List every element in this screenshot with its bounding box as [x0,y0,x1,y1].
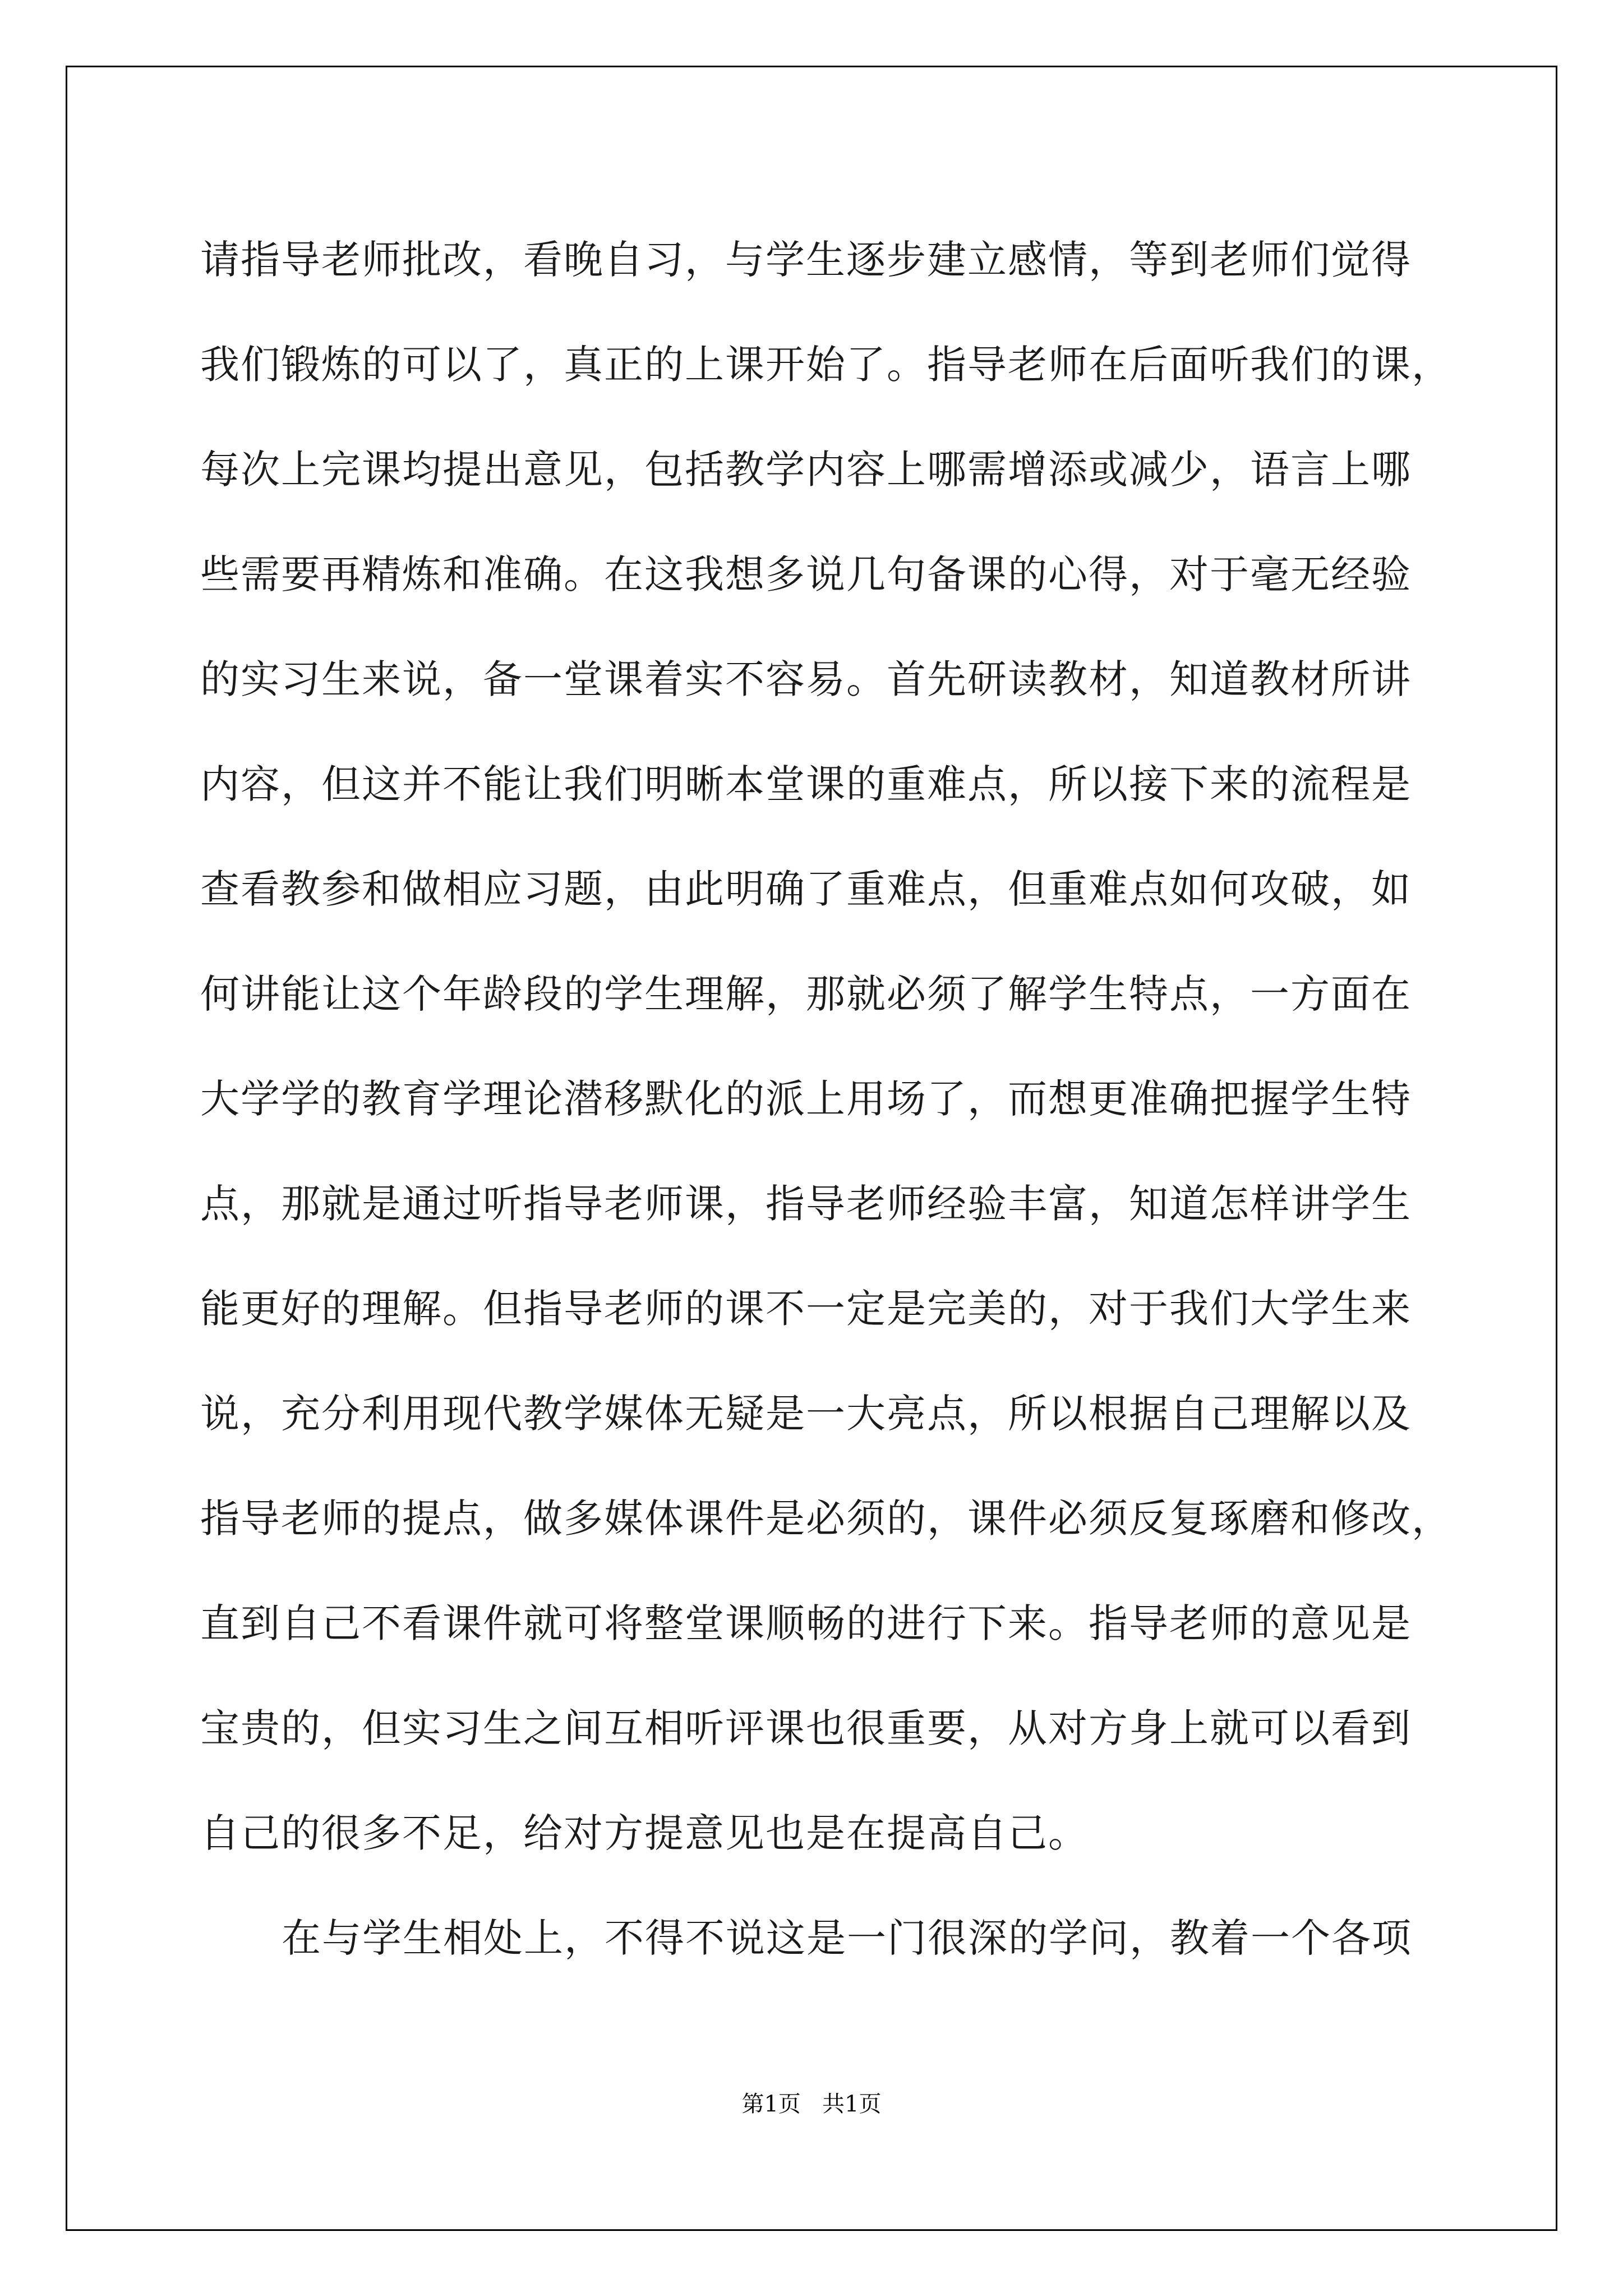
text-line: 查看教参和做相应习题，由此明确了重难点，但重难点如何攻破，如 [200,866,1412,912]
text-line: 自己的很多不足，给对方提意见也是在提高自己。 [200,1810,1089,1856]
paragraph-start-line: 在与学生相处上，不得不说这是一门很深的学问，教着一个各项 [282,1915,1412,1961]
text-line: 内容，但这并不能让我们明晰本堂课的重难点，所以接下来的流程是 [200,761,1412,807]
text-line: 的实习生来说，备一堂课着实不容易。首先研读教材，知道教材所讲 [200,656,1412,702]
text-line: 大学学的教育学理论潜移默化的派上用场了，而想更准确把握学生特 [200,1076,1412,1122]
text-line: 些需要再精炼和准确。在这我想多说几句备课的心得，对于毫无经验 [200,551,1412,597]
page-number-footer: 第1页 共1页 [741,2091,882,2117]
text-line: 说，充分利用现代教学媒体无疑是一大亮点，所以根据自己理解以及 [200,1391,1412,1437]
text-line: 能更好的理解。但指导老师的课不一定是完美的，对于我们大学生来 [200,1286,1412,1332]
document-body [200,208,1452,1991]
text-line: 请指导老师批改，看晚自习，与学生逐步建立感情，等到老师们觉得 [200,237,1412,283]
text-line: 何讲能让这个年龄段的学生理解，那就必须了解学生特点，一方面在 [200,971,1412,1017]
text-line: 我们锻炼的可以了，真正的上课开始了。指导老师在后面听我们的课， [200,342,1452,388]
text-line: 指导老师的提点，做多媒体课件是必须的，课件必须反复琢磨和修改， [200,1496,1452,1542]
text-line: 直到自己不看课件就可将整堂课顺畅的进行下来。指导老师的意见是 [200,1600,1412,1646]
text-line: 点，那就是通过听指导老师课，指导老师经验丰富，知道怎样讲学生 [200,1181,1412,1227]
text-line: 宝贵的，但实习生之间互相听评课也很重要，从对方身上就可以看到 [200,1705,1412,1751]
text-line: 每次上完课均提出意见，包括教学内容上哪需增添或减少，语言上哪 [200,447,1412,493]
